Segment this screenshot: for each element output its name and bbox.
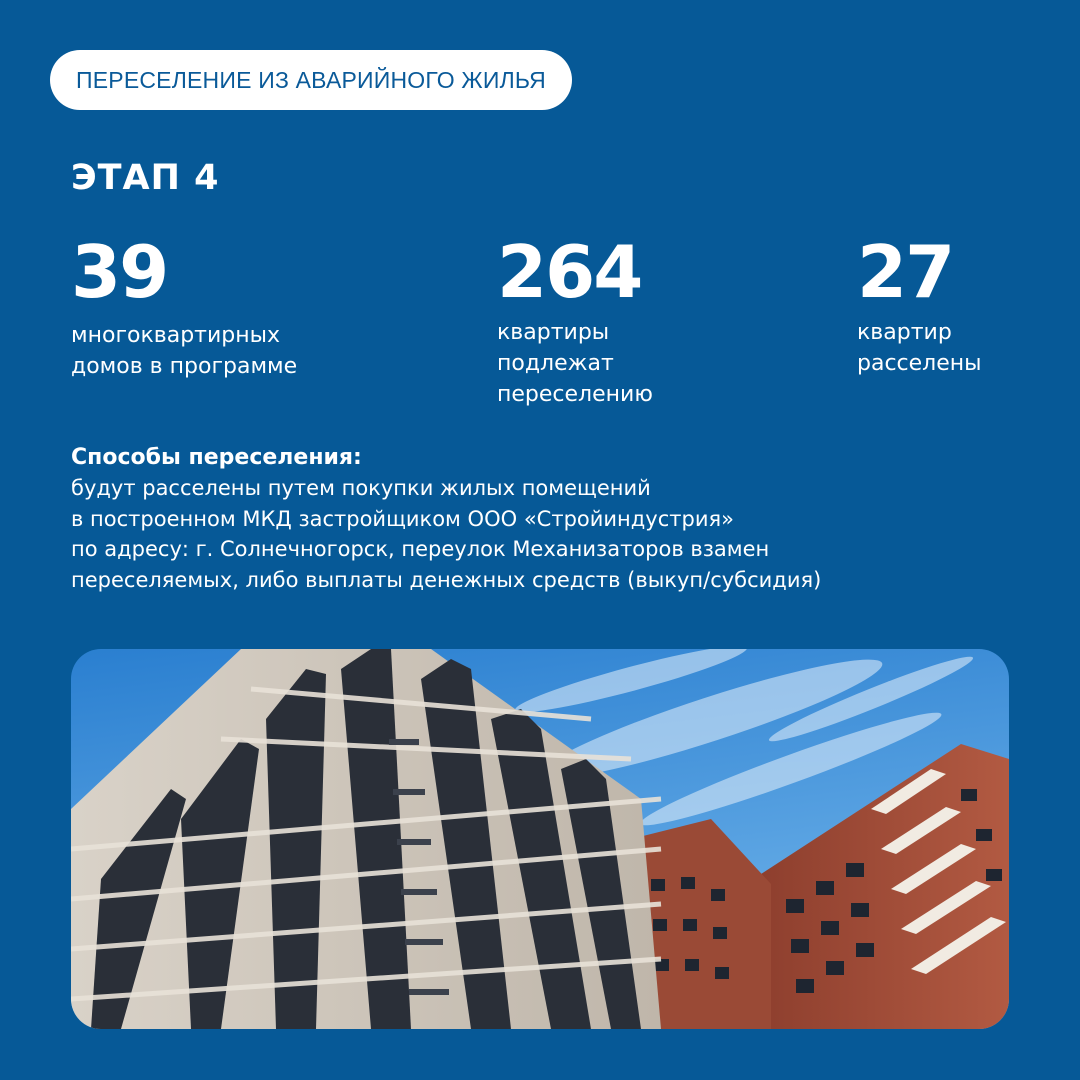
stat-houses-label: многоквартирных домов в программе: [71, 323, 298, 379]
resettlement-methods-line: по адресу: г. Солнечногорск, переулок Механизаторов взамен: [71, 537, 770, 561]
buildings-illustration: [71, 649, 1009, 1029]
stat-houses: [71, 232, 297, 382]
buildings-photo: [71, 649, 1009, 1029]
resettlement-methods-title: Способы переселения:: [71, 445, 362, 470]
stat-houses-value: 39: [71, 230, 168, 314]
stage-title: ЭТАП 4: [71, 158, 220, 198]
stat-apartments-to-resettle: [497, 232, 653, 410]
stat-apartments-resettled: [857, 232, 982, 379]
section-tag: [50, 50, 572, 110]
section-tag-label: ПЕРЕСЕЛЕНИЕ ИЗ АВАРИЙНОГО ЖИЛЬЯ: [76, 66, 546, 93]
stat-apartments-resettled-label: квартир расселены: [857, 320, 982, 376]
stat-apartments-to-resettle-label: квартиры подлежат переселению: [497, 320, 653, 407]
resettlement-methods: [71, 443, 1031, 595]
resettlement-methods-line: переселяемых, либо выплаты денежных средств (выкуп/субсидия): [71, 567, 822, 592]
resettlement-methods-line: будут расселены путем покупки жилых помещений: [71, 476, 651, 500]
stat-apartments-to-resettle-value: 264: [497, 230, 642, 314]
stat-apartments-resettled-value: 27: [857, 230, 954, 314]
resettlement-methods-line: в построенном МКД застройщиком ООО «Стройиндустрия»: [71, 506, 734, 531]
